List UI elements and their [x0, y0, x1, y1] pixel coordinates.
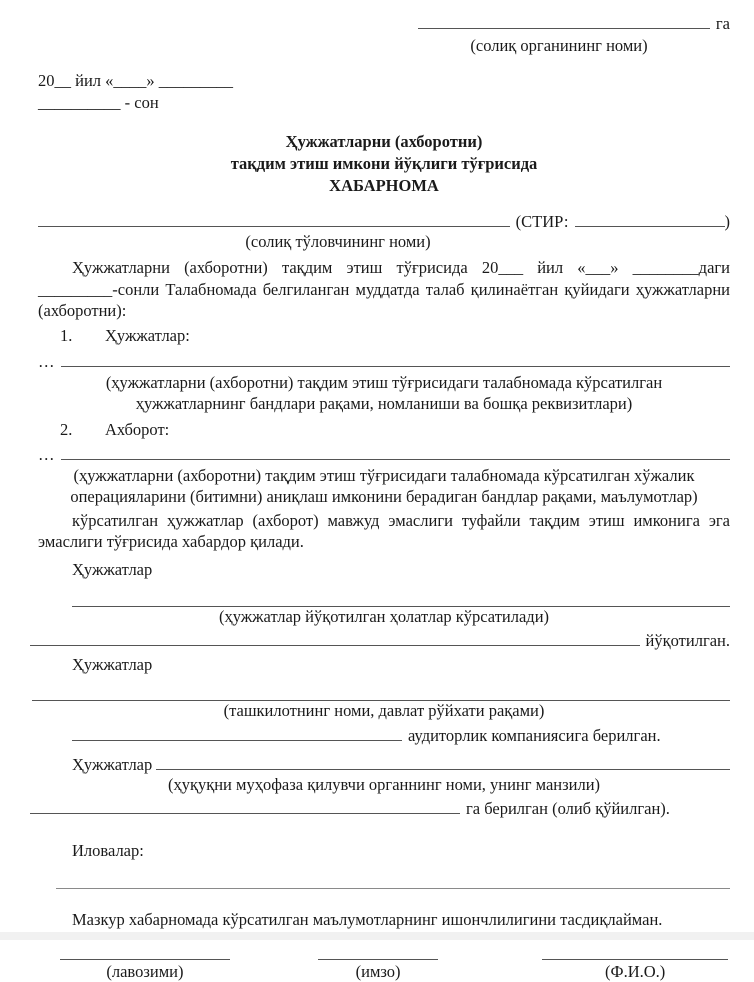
attachments-label: Иловалар: [72, 840, 144, 860]
stir-field[interactable] [575, 211, 725, 228]
item-2 [38, 419, 730, 440]
intro-paragraph: Ҳужжатларни (ахборотни) тақдим этиш тўғрисида 20___ йил «___» ________даги _________-сонли Талабномада белгиланган муддатда талаб қилинаётган қуйидаги ҳужжатларни (ахборотни): [38, 258, 730, 320]
item-2-caption: (ҳужжатларни (ахборотни) тақдим этиш тўғрисидаги талабномада кўрсатилган хўжалик операцияларини (битимни) аниқлаш имконини берадиган бандлар рақами, маълумотлар) [70, 466, 698, 506]
audit-caption: (ташкилотнинг номи, давлат рўйхати рақами) [223, 701, 545, 721]
fio-field[interactable] [542, 945, 728, 960]
taxpayer-row [38, 211, 730, 233]
date-line[interactable]: 20__ йил «____» _________ [38, 71, 234, 91]
lost-suffix: йўқотилган. [645, 631, 730, 651]
document-title [38, 131, 730, 196]
sign-field[interactable] [318, 945, 438, 960]
signature-sign-block [318, 945, 438, 982]
fio-caption: (Ф.И.О.) [605, 961, 666, 981]
item-1-number: 1. [60, 326, 73, 346]
signature-position-block [60, 945, 230, 982]
position-field[interactable] [60, 945, 230, 960]
confirmation-paragraph: Мазкур хабарномада кўрсатилган маълумотларнинг ишончлилигини тасдиқлайман. [72, 910, 663, 930]
stir-close-paren: ) [724, 212, 730, 232]
date-number-block [38, 70, 730, 113]
item-1-ellipsis: … [38, 351, 55, 371]
audit-company-field[interactable] [72, 724, 402, 741]
title-line-3: ХАБАРНОМА [329, 175, 439, 195]
position-caption: (лавозими) [106, 961, 184, 981]
audit-suffix: аудиторлик компаниясига берилган. [408, 725, 661, 745]
attachments-field[interactable] [56, 887, 730, 889]
law-detail-field[interactable] [30, 798, 460, 815]
number-line[interactable]: __________ - сон [38, 92, 159, 112]
item-1-documents-field[interactable] [61, 350, 731, 367]
item-1-caption: (ҳужжатларни (ахборотни) тақдим этиш тўғрисидаги талабномада кўрсатилган ҳужжатларнинг бандлари рақами, номланиши ва бошқа реквизитлари) [105, 372, 663, 413]
item-2-label: Ахборот: [105, 419, 170, 439]
law-section-label: Ҳужжатлар [72, 754, 153, 774]
notice-paragraph: кўрсатилган ҳужжатлар (ахборот) мавжуд эмаслиги туфайли тақдим этиш имконига эга эмаслиги тўғрисида хабардор қилади. [38, 510, 730, 552]
lost-caption: (ҳужжатлар йўқотилган ҳолатлар кўрсатилади) [218, 606, 550, 626]
title-line-1: Ҳужжатларни (ахборотни) [285, 132, 483, 152]
audit-suffix-row [38, 724, 730, 746]
addressee-block [418, 12, 730, 56]
lost-suffix-row [38, 630, 730, 652]
bottom-edge-strip [0, 932, 754, 940]
item-2-ellipsis: … [38, 444, 55, 464]
tax-authority-name-field[interactable] [418, 12, 710, 29]
item-1-fill-row [38, 350, 730, 372]
lost-section-label: Ҳужжатлар [72, 560, 153, 580]
law-suffix: га берилган (олиб қўйилган). [466, 799, 670, 819]
title-line-2: тақдим этиш имкони йўқлиги тўғрисида [230, 154, 538, 174]
signature-fio-block [542, 945, 728, 982]
taxpayer-name-field[interactable] [38, 211, 510, 228]
signature-row [38, 945, 730, 982]
law-caption: (ҳуқуқни муҳофаза қилувчи органнинг номи, унинг манзили) [167, 774, 601, 794]
stir-label: (СТИР: [515, 212, 569, 232]
lost-detail-field[interactable] [30, 630, 640, 647]
law-section-row [38, 753, 730, 775]
tax-authority-caption: (солиқ органининг номи) [470, 35, 648, 55]
law-suffix-row [38, 798, 730, 820]
item-2-number: 2. [60, 419, 73, 439]
addressee-suffix: га [715, 13, 730, 33]
law-organ-field[interactable] [156, 753, 730, 770]
item-2-information-field[interactable] [61, 443, 731, 460]
audit-section-label: Ҳужжатлар [72, 654, 153, 674]
taxpayer-caption: (солиқ тўловчининг номи) [245, 232, 431, 252]
item-1-label: Ҳужжатлар: [105, 326, 190, 346]
item-2-fill-row [38, 443, 730, 465]
item-1 [38, 325, 730, 346]
sign-caption: (имзо) [355, 961, 401, 981]
